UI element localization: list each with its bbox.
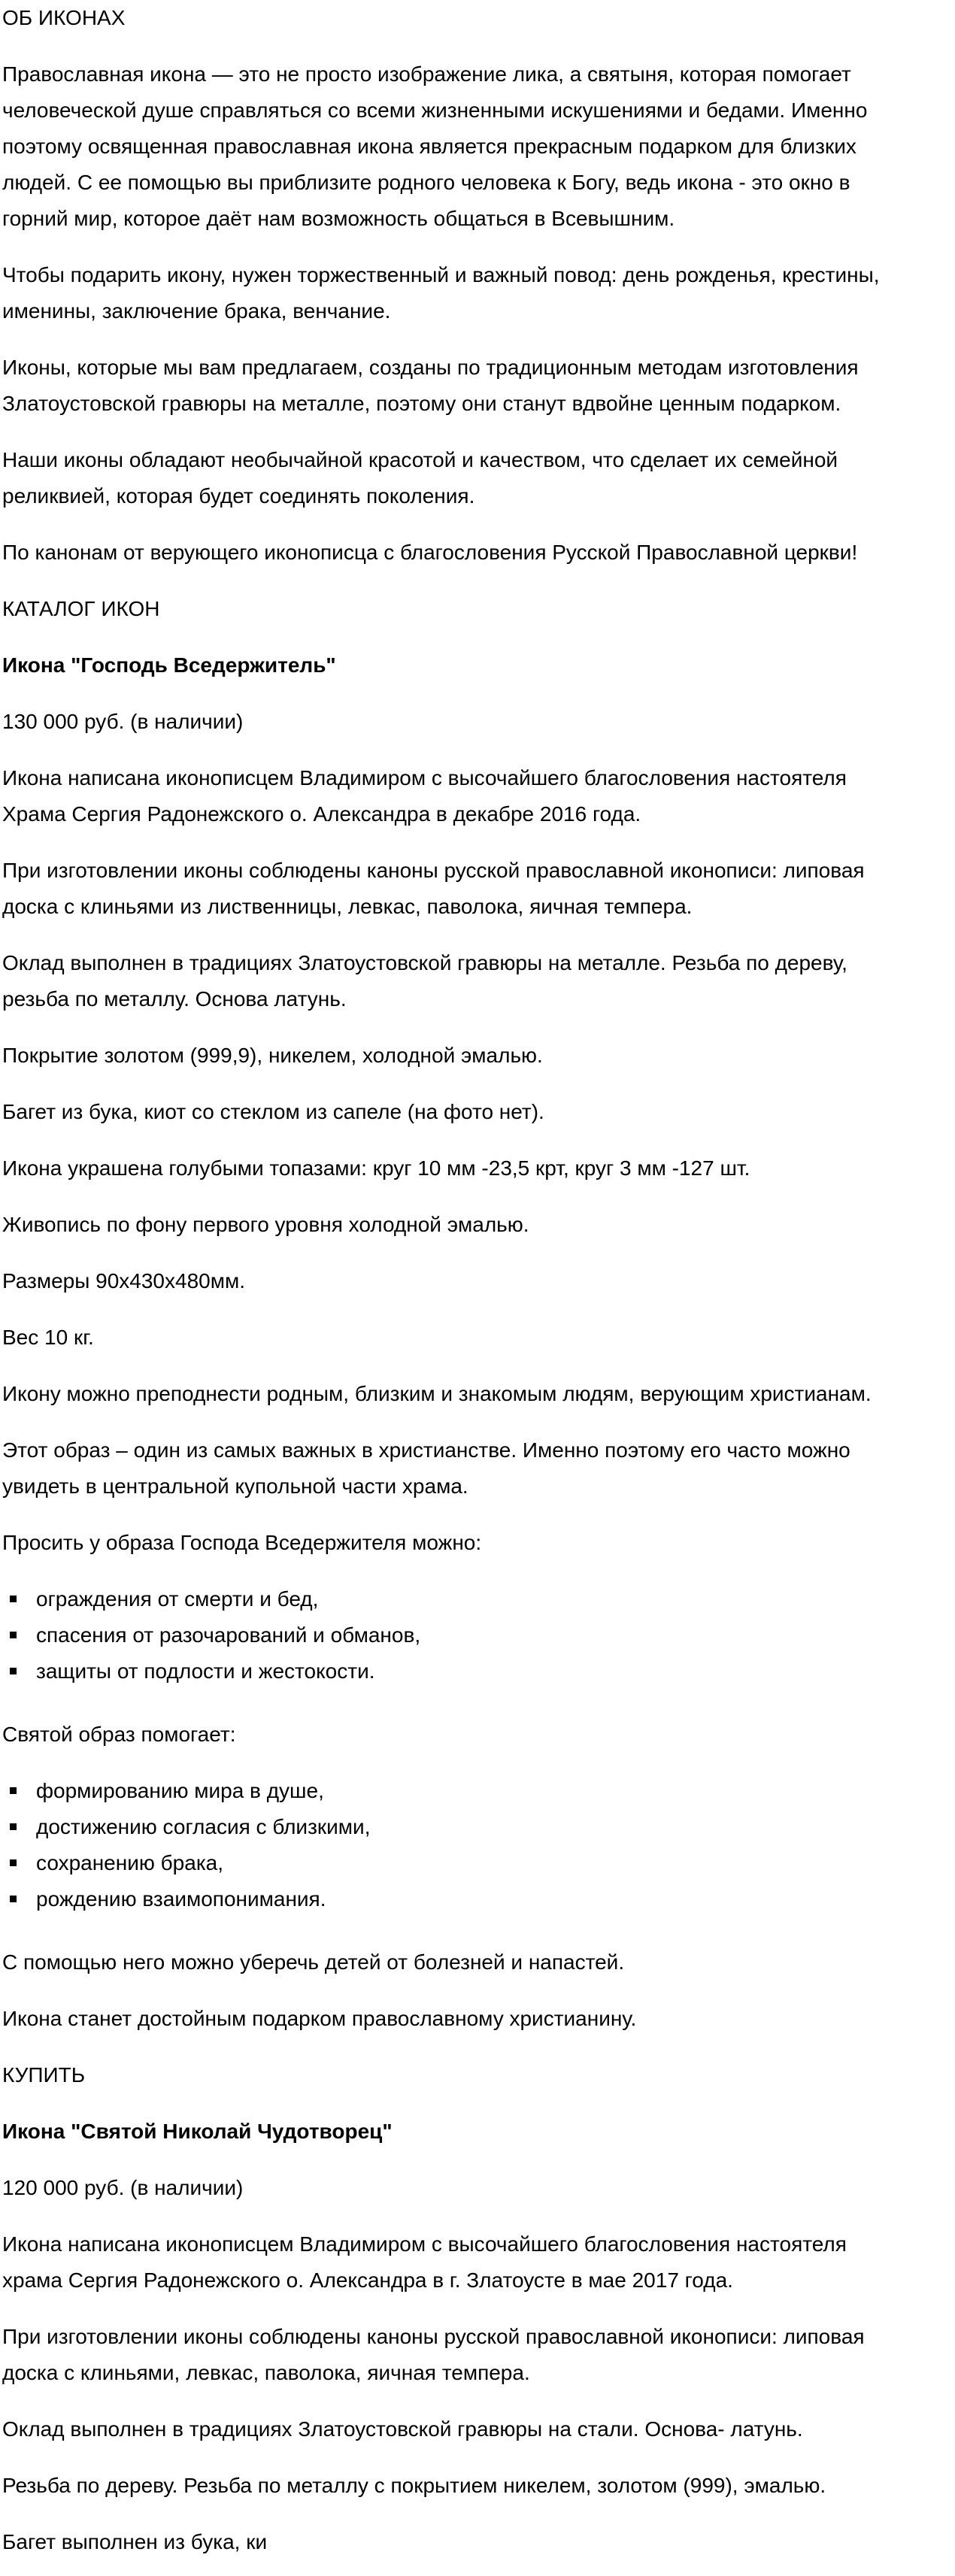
product-description-paragraph: Икону можно преподнести родным, близким и знакомым людям, верующим христианам. <box>2 1382 872 1405</box>
list-item <box>2 1881 901 1917</box>
list-item-text: формированию мира в душе, <box>36 1779 324 1802</box>
square-bullet-icon <box>10 1632 17 1638</box>
closing-paragraph: С помощью него можно уберечь детей от болезней и напастей. <box>2 1950 625 1974</box>
list-item-text: спасения от разочарований и обманов, <box>36 1623 421 1647</box>
product-description-paragraph: Покрытие золотом (999,9), никелем, холодной эмалью. <box>2 1044 543 1067</box>
helps-list-intro: Святой образ помогает: <box>2 1723 236 1746</box>
list-item-text: сохранению брака, <box>36 1851 224 1874</box>
product-card <box>2 647 901 2093</box>
product-description-paragraph: Размеры 90х430х480мм. <box>2 1269 245 1293</box>
product-description-paragraph: Резьба по дереву. Резьба по металлу с покрытием никелем, золотом (999), эмалью. <box>2 2474 826 2497</box>
ask-list <box>2 1581 901 1690</box>
square-bullet-icon <box>10 1787 17 1794</box>
square-bullet-icon <box>10 1596 17 1602</box>
section-heading-about: ОБ ИКОНАХ <box>2 6 126 29</box>
list-item <box>2 1581 901 1617</box>
square-bullet-icon <box>10 1859 17 1866</box>
square-bullet-icon <box>10 1896 17 1902</box>
product-description-paragraph: Икона украшена голубыми топазами: круг 10 мм -23,5 крт, круг 3 мм -127 шт. <box>2 1156 750 1180</box>
list-item-text: защиты от подлости и жестокости. <box>36 1659 375 1683</box>
product-description-paragraph: Багет из бука, киот со стеклом из сапеле (на фото нет). <box>2 1100 544 1123</box>
list-item <box>2 1773 901 1809</box>
about-paragraph: Иконы, которые мы вам предлагаем, созданы по традиционным методам изготовления Златоустовской гравюры на металле, поэтому они станут вдвойне ценным подарком. <box>2 356 859 415</box>
list-item-text: достижению согласия с близкими, <box>36 1815 371 1838</box>
closing-paragraph: Икона станет достойным подарком православному христианину. <box>2 2007 637 2030</box>
product-description-paragraph: Живопись по фону первого уровня холодной эмалью. <box>2 1213 529 1236</box>
about-paragraph: Православная икона — это не просто изображение лика, а святыня, которая помогает человеческой душе справляться со всеми жизненными искушениями и бедами. Именно поэтому освященная православная икона является прекрасным подарком для близких людей. С ее помощью вы приблизите родного человека к Богу, ведь икона - это окно в горний мир, которое даёт нам возможность общаться в Всевышним. <box>2 62 868 230</box>
product-price: 120 000 руб. (в наличии) <box>2 2176 244 2199</box>
list-item-text: рождению взаимопонимания. <box>36 1887 326 1911</box>
product-description-paragraph: При изготовлении иконы соблюдены каноны русской православной иконописи: липовая доска с клиньями, левкас, паволока, яичная темпера. <box>2 2325 865 2384</box>
list-item-text: ограждения от смерти и бед, <box>36 1587 319 1611</box>
about-paragraph: Наши иконы обладают необычайной красотой и качеством, что сделает их семейной реликвией, которая будет соединять поколения. <box>2 448 838 508</box>
product-card <box>2 2114 901 2560</box>
product-description-paragraph: При изготовлении иконы соблюдены каноны русской православной иконописи: липовая доска с клиньями из лиственницы, левкас, паволока, яичная темпера. <box>2 859 865 918</box>
about-paragraph: По канонам от верующего иконописца с благословения Русской Православной церкви! <box>2 541 858 564</box>
list-item <box>2 1809 901 1845</box>
helps-list <box>2 1773 901 1917</box>
list-item <box>2 1845 901 1881</box>
square-bullet-icon <box>10 1823 17 1830</box>
product-description-paragraph: Вес 10 кг. <box>2 1326 94 1349</box>
section-heading-catalog: КАТАЛОГ ИКОН <box>2 597 160 620</box>
product-description-paragraph: Багет выполнен из бука, ки <box>2 2530 268 2553</box>
product-description-paragraph: Икона написана иконописцем Владимиром с высочайшего благословения настоятеля храма Сергия Радонежского о. Александра в г. Златоусте в мае 2017 года. <box>2 2232 847 2292</box>
list-item <box>2 1653 901 1690</box>
square-bullet-icon <box>10 1668 17 1674</box>
buy-link[interactable]: КУПИТЬ <box>2 2063 86 2087</box>
product-title: Икона "Святой Николай Чудотворец" <box>2 2120 393 2143</box>
list-item <box>2 1617 901 1653</box>
product-description-paragraph: Икона написана иконописцем Владимиром с высочайшего благословения настоятеля Храма Сергия Радонежского о. Александра в декабре 2016 года. <box>2 766 847 826</box>
product-description-paragraph: Этот образ – один из самых важных в христианстве. Именно поэтому его часто можно увидеть в центральной купольной части храма. <box>2 1438 850 1498</box>
product-description-paragraph: Оклад выполнен в традициях Златоустовской гравюры на металле. Резьба по дереву, резьба по металлу. Основа латунь. <box>2 951 847 1011</box>
product-title: Икона "Господь Вседержитель" <box>2 653 336 677</box>
ask-list-intro: Просить у образа Господа Вседержителя можно: <box>2 1531 482 1554</box>
product-description-paragraph: Оклад выполнен в традициях Златоустовской гравюры на стали. Основа- латунь. <box>2 2417 803 2441</box>
about-paragraph: Чтобы подарить икону, нужен торжественный и важный повод: день рожденья, крестины, именины, заключение брака, венчание. <box>2 263 880 323</box>
product-price: 130 000 руб. (в наличии) <box>2 710 244 733</box>
